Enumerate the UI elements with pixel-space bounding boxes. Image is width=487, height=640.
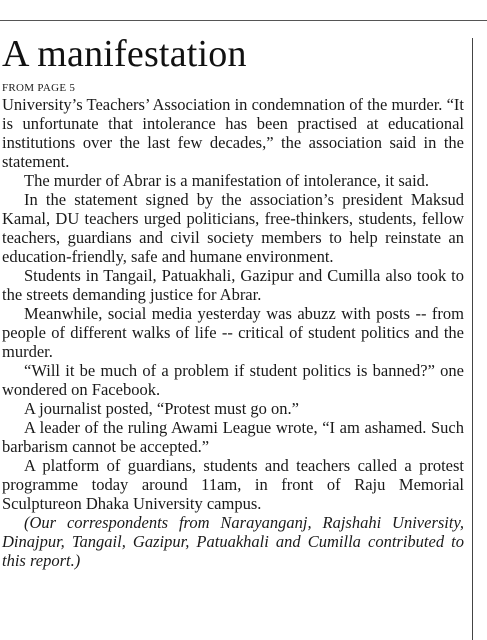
paragraph: A platform of guardians, students and teachers called a protest programme today around 11am, in front of Raju Memorial Sculptureon Dhaka University campus. <box>2 456 464 513</box>
paragraph: A journalist posted, “Protest must go on.” <box>24 399 299 418</box>
paragraph: The murder of Abrar is a manifestation of intolerance, it said. <box>24 171 430 190</box>
headline: A manifestation <box>2 33 247 75</box>
paragraph: “Will it be much of a problem if student politics is banned?” one wondered on Facebook. <box>2 361 464 399</box>
top-rule <box>0 20 487 21</box>
article-body <box>2 95 464 570</box>
column-rule <box>472 38 473 640</box>
contributor-credit: (Our correspondents from Narayanganj, Rajshahi University, Dinajpur, Tangail, Gazipur, Patuakhali and Cumilla contributed to this report.) <box>2 513 464 570</box>
paragraph: Meanwhile, social media yesterday was abuzz with posts -- from people of different walks of life -- critical of student politics and the murder. <box>2 304 464 361</box>
paragraph: University’s Teachers’ Association in condemnation of the murder. “It is unfortunate that intolerance has been practised at educational institutions over the last few decades,” the association said in the statement. <box>2 95 464 171</box>
paragraph: In the statement signed by the association’s president Maksud Kamal, DU teachers urged politicians, free-thinkers, students, fellow teachers, guardians and civil society members to help reinstate an education-friendly, safe and humane environment. <box>2 190 464 266</box>
paragraph: A leader of the ruling Awami League wrote, “I am ashamed. Such barbarism cannot be accepted.” <box>2 418 464 456</box>
article <box>2 32 464 570</box>
jump-line: FROM PAGE 5 <box>2 82 76 94</box>
paragraph: Students in Tangail, Patuakhali, Gazipur and Cumilla also took to the streets demanding justice for Abrar. <box>2 266 464 304</box>
